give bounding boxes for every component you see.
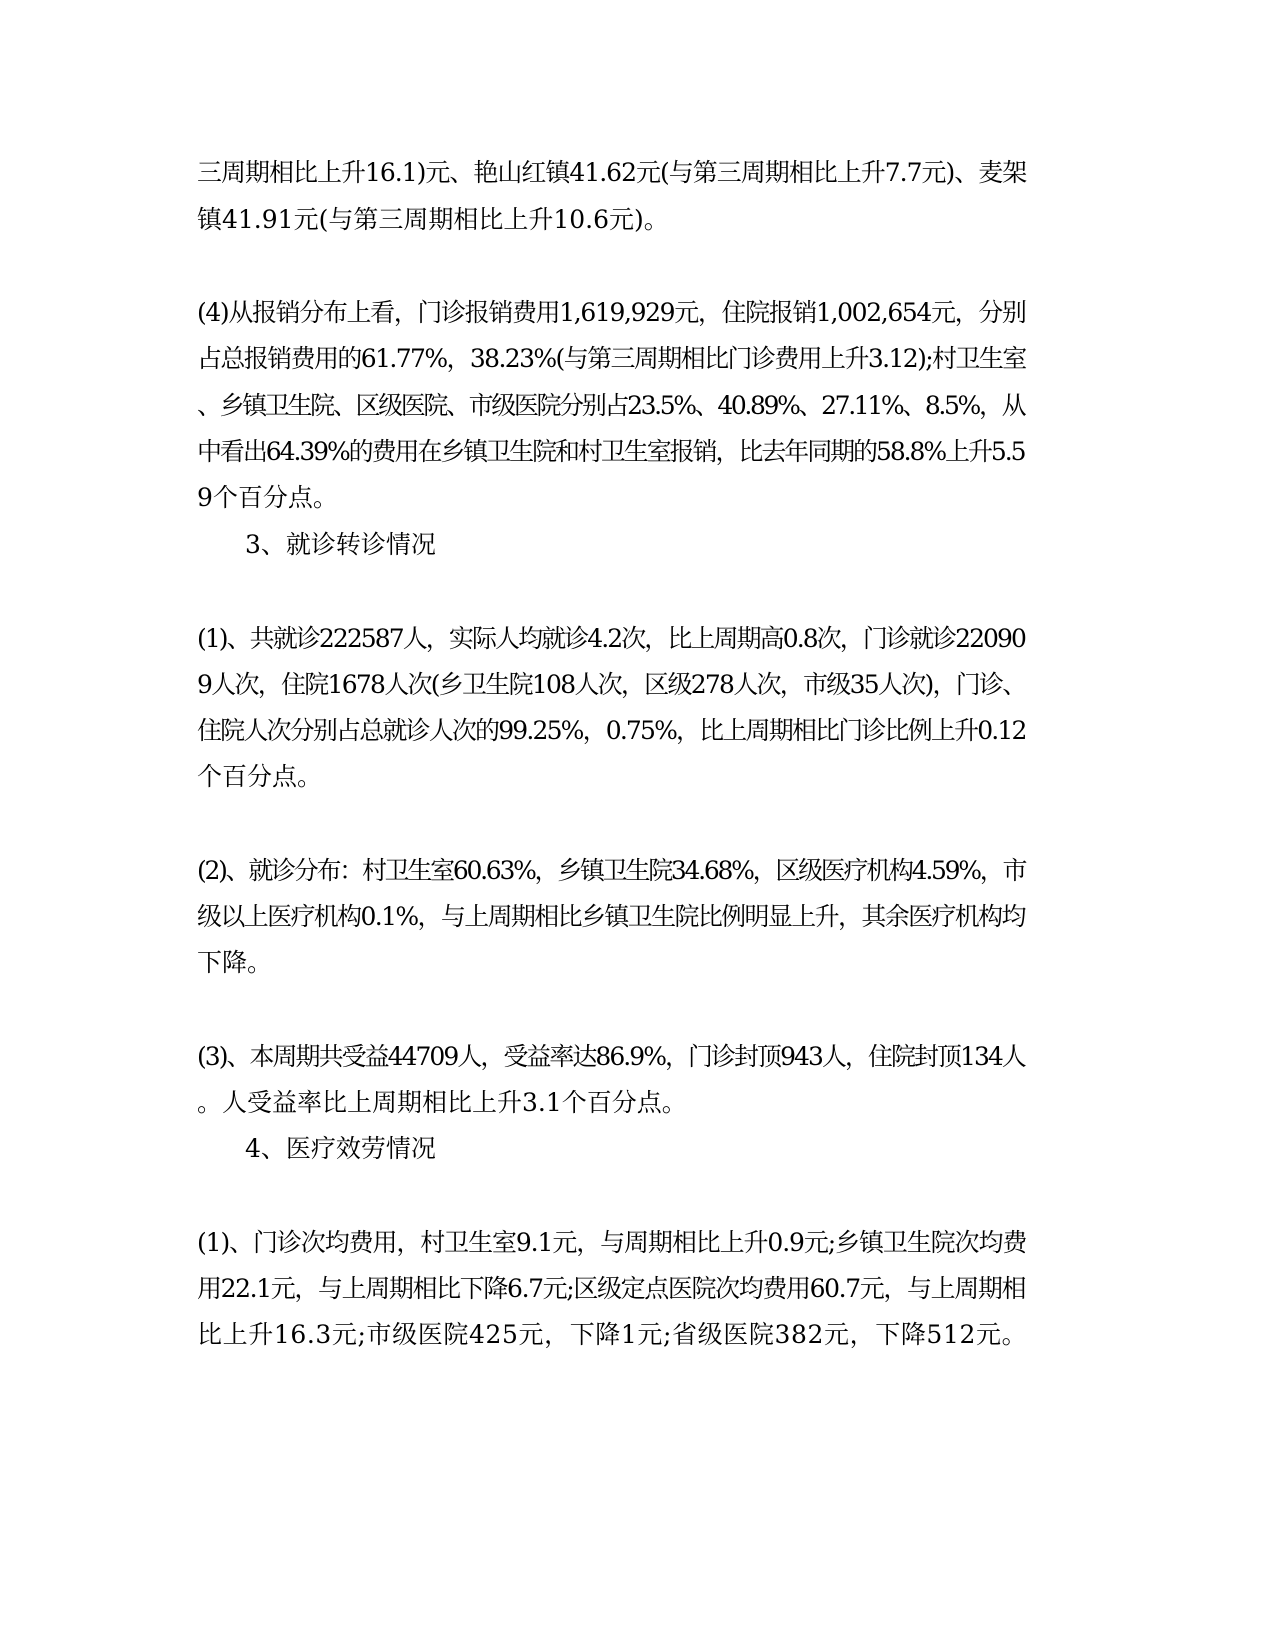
text-line: 住院人次分别占总就诊人次的99.25%，0.75%，比上周期相比门诊比例上升0.12 xyxy=(197,716,1026,745)
text-line: 、乡镇卫生院、区级医院、市级医院分别占23.5%、40.89%、27.11%、8.5%，从 xyxy=(197,391,1025,420)
text-line: 镇41.91元(与第三周期相比上升10.6元)。 xyxy=(197,205,669,234)
text-line: 用22.1元，与上周期相比下降6.7元;区级定点医院次均费用60.7元，与上周期相 xyxy=(197,1274,1026,1303)
text-line: 占总报销费用的61.77%，38.23%(与第三周期相比门诊费用上升3.12);村卫生室 xyxy=(197,344,1026,373)
text-line: 个百分点。 xyxy=(197,762,323,791)
text-line: (1)、共就诊222587人，实际人均就诊4.2次，比上周期高0.8次，门诊就诊22090 xyxy=(197,624,1025,653)
text-line: 比上升16.3元;市级医院425元，下降1元;省级医院382元，下降512元。 xyxy=(197,1320,1028,1349)
text-line: (2)、就诊分布：村卫生室60.63%，乡镇卫生院34.68%，区级医疗机构4.59%，市 xyxy=(197,856,1026,885)
section-heading: 4、医疗效劳情况 xyxy=(245,1134,436,1163)
text-line: 。人受益率比上周期相比上升3.1个百分点。 xyxy=(197,1088,687,1117)
text-line: 下降。 xyxy=(197,948,273,977)
text-line: (1)、门诊次均费用，村卫生室9.1元，与周期相比上升0.9元;乡镇卫生院次均费 xyxy=(197,1228,1027,1257)
section-heading: 3、就诊转诊情况 xyxy=(245,530,436,559)
text-line: (4)从报销分布上看，门诊报销费用1,619,929元，住院报销1,002,654元，分别 xyxy=(197,298,1026,327)
text-line: 9人次，住院1678人次(乡卫生院108人次，区级278人次，市级35人次)，门诊、 xyxy=(197,670,1026,699)
text-line: 中看出64.39%的费用在乡镇卫生院和村卫生室报销，比去年同期的58.8%上升5.5 xyxy=(197,437,1025,466)
text-line: (3)、本周期共受益44709人，受益率达86.9%，门诊封顶943人，住院封顶134人 xyxy=(197,1042,1025,1071)
text-line: 级以上医疗机构0.1%，与上周期相比乡镇卫生院比例明显上升，其余医疗机构均 xyxy=(197,902,1025,931)
text-line: 9个百分点。 xyxy=(197,483,338,512)
text-line: 三周期相比上升16.1)元、艳山红镇41.62元(与第三周期相比上升7.7元)、麦架 xyxy=(197,158,1027,187)
